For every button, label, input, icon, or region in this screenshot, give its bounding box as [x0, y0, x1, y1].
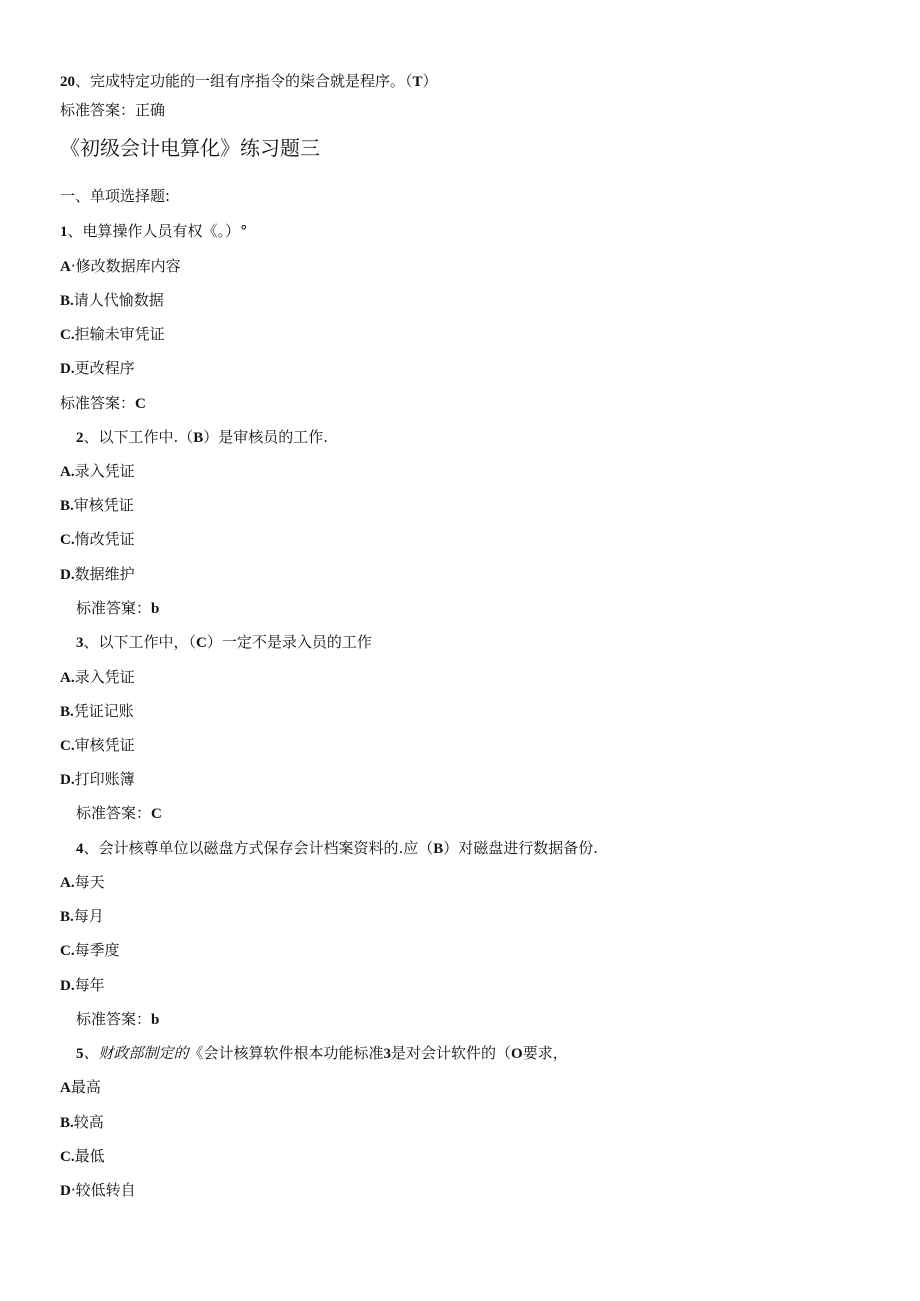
- question-text: 、以下工作中，（: [83, 633, 197, 651]
- question-text-end: ）是审核员的工作.: [203, 428, 329, 446]
- option-d: [60, 769, 135, 790]
- answer-label: 标准答案：: [60, 394, 136, 412]
- question-text: 、会计核尊单位以磁盘方式保存会计档案资料的.应（: [83, 839, 434, 857]
- question-text-end: ）对磁盘进行数据备份.: [443, 839, 599, 857]
- option-b: [60, 290, 164, 311]
- question-number: 5: [76, 1046, 84, 1062]
- option-c: [60, 1146, 105, 1167]
- option-letter: C.: [60, 943, 75, 959]
- option-letter: C.: [60, 532, 75, 548]
- standard-answer: [60, 393, 146, 414]
- question-number: 1: [60, 224, 68, 240]
- inline-number: 3: [383, 1046, 392, 1062]
- option-text: ·较低转自: [70, 1181, 136, 1199]
- question-text: 、电算操作人员有权《。）°: [67, 222, 248, 240]
- question-5: [76, 1043, 568, 1064]
- answer-mark: B: [193, 430, 204, 446]
- option-c: [60, 529, 135, 550]
- option-text: 凭证记账: [73, 702, 134, 720]
- option-b: [60, 906, 104, 927]
- standard-answer: [76, 803, 162, 824]
- question-text: 是对会计软件的（: [391, 1044, 512, 1062]
- option-text: 每月: [73, 907, 104, 925]
- option-letter: C.: [60, 738, 75, 754]
- option-c: [60, 324, 165, 345]
- answer-value: b: [151, 601, 160, 617]
- question-20: [60, 71, 438, 92]
- question-number: 20: [60, 74, 75, 90]
- question-text: 、财政部制定的: [83, 1044, 189, 1062]
- option-text: 数据维护: [74, 565, 135, 583]
- option-letter: A.: [60, 670, 75, 686]
- question-2: [76, 427, 328, 448]
- option-text: 更改程序: [74, 359, 135, 377]
- question-number: 4: [76, 841, 84, 857]
- question-text-end: ）一定不是录入员的工作: [206, 633, 372, 651]
- option-d: [60, 358, 135, 379]
- option-letter: D: [60, 1183, 71, 1199]
- option-a: [60, 667, 135, 688]
- option-b: [60, 495, 134, 516]
- option-a: [60, 256, 181, 277]
- answer-mark: T: [412, 74, 423, 90]
- option-text: 较高: [73, 1113, 104, 1131]
- option-letter: C.: [60, 1149, 75, 1165]
- answer-label: 标准答窠：: [76, 599, 152, 617]
- standard-answer: 标准答案：正确: [60, 101, 166, 119]
- question-3: [76, 632, 372, 653]
- option-a: [60, 872, 105, 893]
- option-letter: B.: [60, 704, 74, 720]
- question-text-end: ）: [422, 72, 438, 90]
- option-d: [60, 564, 135, 585]
- question-number: 3: [76, 635, 84, 651]
- question-text: 、完成特定功能的一组有序指令的柒合就是程序。（: [75, 72, 413, 90]
- option-letter: A: [60, 1080, 71, 1096]
- option-text: 打印账簿: [74, 770, 135, 788]
- option-a: [60, 461, 135, 482]
- section-title: 《初级会计电算化》练习题三: [60, 136, 320, 160]
- option-text: 审核凭证: [73, 496, 134, 514]
- option-text: 请人代愉数据: [73, 291, 164, 309]
- option-text: 录入凭证: [74, 462, 135, 480]
- option-d: [60, 975, 105, 996]
- answer-value: C: [151, 806, 162, 822]
- section-heading: 一、单项选择题:: [60, 187, 171, 205]
- question-4: [76, 838, 598, 859]
- answer-label: 标准答案：: [76, 1010, 152, 1028]
- option-text: 审核凭证: [74, 736, 135, 754]
- option-text: 每年: [74, 976, 105, 994]
- option-text: 每季度: [74, 941, 120, 959]
- question-number: 2: [76, 430, 84, 446]
- option-letter: D.: [60, 567, 75, 583]
- option-letter: B.: [60, 498, 74, 514]
- option-letter: C.: [60, 327, 75, 343]
- option-text: 每天: [74, 873, 105, 891]
- question-1: [60, 221, 248, 242]
- answer-mark: O: [511, 1046, 523, 1062]
- answer-value: b: [151, 1012, 160, 1028]
- option-b: [60, 1112, 104, 1133]
- answer-mark: B: [433, 841, 444, 857]
- option-letter: A: [60, 259, 71, 275]
- option-letter: A.: [60, 875, 75, 891]
- option-a: [60, 1077, 101, 1098]
- option-letter: D.: [60, 772, 75, 788]
- option-text: 录入凭证: [74, 668, 135, 686]
- option-letter: B.: [60, 1115, 74, 1131]
- option-letter: B.: [60, 293, 74, 309]
- question-text: 《会计核算软件根本功能标准: [188, 1044, 384, 1062]
- option-letter: A.: [60, 464, 75, 480]
- question-text: 、以下工作中.（: [83, 428, 194, 446]
- standard-answer: [76, 1009, 159, 1030]
- answer-label: 标准答案：: [76, 804, 152, 822]
- standard-answer: [76, 598, 159, 619]
- option-text: 最低: [74, 1147, 105, 1165]
- option-d: [60, 1180, 136, 1201]
- option-text: 拒输未审凭证: [74, 325, 165, 343]
- answer-mark: C: [196, 635, 207, 651]
- question-text-end: 要求，: [522, 1044, 568, 1062]
- answer-value: C: [135, 396, 146, 412]
- option-letter: D.: [60, 978, 75, 994]
- option-letter: B.: [60, 909, 74, 925]
- option-b: [60, 701, 134, 722]
- option-text: 惰改凭证: [74, 530, 135, 548]
- option-c: [60, 735, 135, 756]
- option-letter: D.: [60, 361, 75, 377]
- option-c: [60, 940, 120, 961]
- option-text: ·修改数据库内容: [70, 257, 181, 275]
- option-text: 最高: [70, 1078, 101, 1096]
